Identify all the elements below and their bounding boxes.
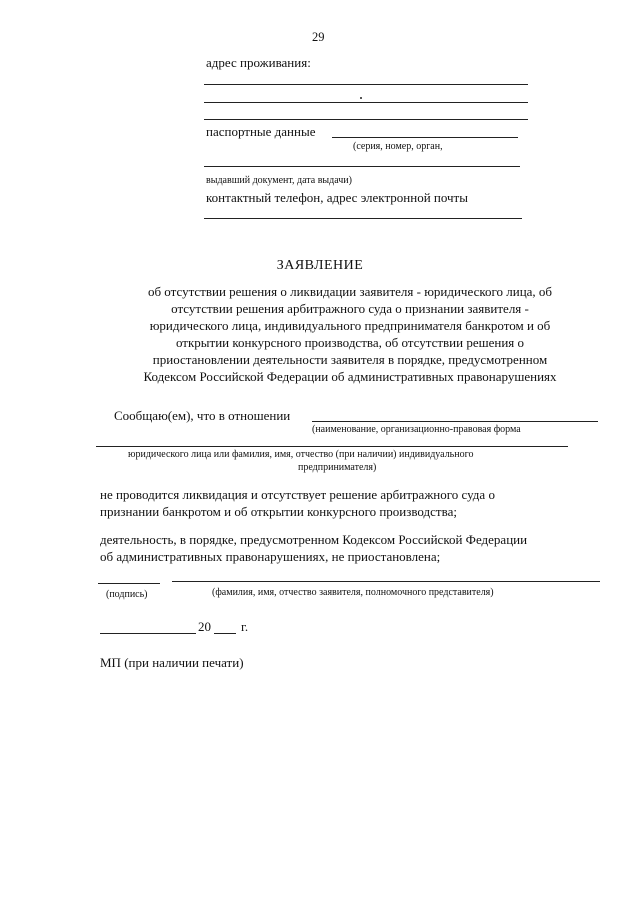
statement-2-line-2: об административных правонарушениях, не приостановлена; [100,549,441,564]
statement-2-line-1: деятельность, в порядке, предусмотренном Кодексом Российской Федерации [100,532,528,547]
page-number: 29 [312,30,325,44]
stray-dot [360,97,362,99]
address-line-2[interactable] [204,102,528,103]
contacts-label: контактный телефон, адрес электронной почты [206,190,468,205]
applicant-name-hint: (фамилия, имя, отчество заявителя, полномочного представителя) [212,587,494,598]
passport-hint-2: выдавший документ, дата выдачи) [206,175,352,186]
report-hint-2b: предпринимателя) [298,462,377,473]
subtitle-line-6: Кодексом Российской Федерации об административных правонарушениях [143,369,557,384]
subtitle-line-4: открытии конкурсного производства, об отсутствии решения о [175,335,525,350]
date-suffix: г. [241,619,249,634]
report-hint-2a: юридического лица или фамилия, имя, отчество (при наличии) индивидуального [128,449,474,460]
passport-hint: (серия, номер, орган, [353,141,443,152]
date-day-month-line[interactable] [100,633,196,634]
passport-label: паспортные данные [206,124,316,139]
subtitle-line-5: приостановлении деятельности заявителя в порядке, предусмотренном [152,352,548,367]
document-title: ЗАЯВЛЕНИЕ [276,258,364,273]
report-name-line[interactable] [312,421,598,422]
report-intro: Сообщаю(ем), что в отношении [114,408,291,423]
passport-line-2[interactable] [204,166,520,167]
address-line-3[interactable] [204,119,528,120]
applicant-name-line[interactable] [172,581,600,582]
signature-hint: (подпись) [106,589,148,600]
contacts-line[interactable] [204,218,522,219]
statement-1-line-1: не проводится ликвидация и отсутствует решение арбитражного суда о [100,487,495,502]
address-line-1[interactable] [204,84,528,85]
signature-line[interactable] [98,583,160,584]
date-year-line[interactable] [214,633,236,634]
subtitle-line-1: об отсутствии решения о ликвидации заявителя - юридического лица, об [147,284,553,299]
report-hint-1: (наименование, организационно-правовая форма [312,424,521,435]
report-name-line-2[interactable] [96,446,568,447]
statement-1-line-2: признании банкротом и об открытии конкурсного производства; [100,504,457,519]
address-label: адрес проживания: [206,55,311,70]
subtitle-line-2: отсутствии решения арбитражного суда о признании заявителя - [171,301,529,316]
passport-line[interactable] [332,137,518,138]
subtitle-line-3: юридического лица, индивидуального предпринимателя банкротом и об [149,318,551,333]
stamp-label: МП (при наличии печати) [100,655,244,670]
date-year-prefix: 20 [198,619,211,634]
